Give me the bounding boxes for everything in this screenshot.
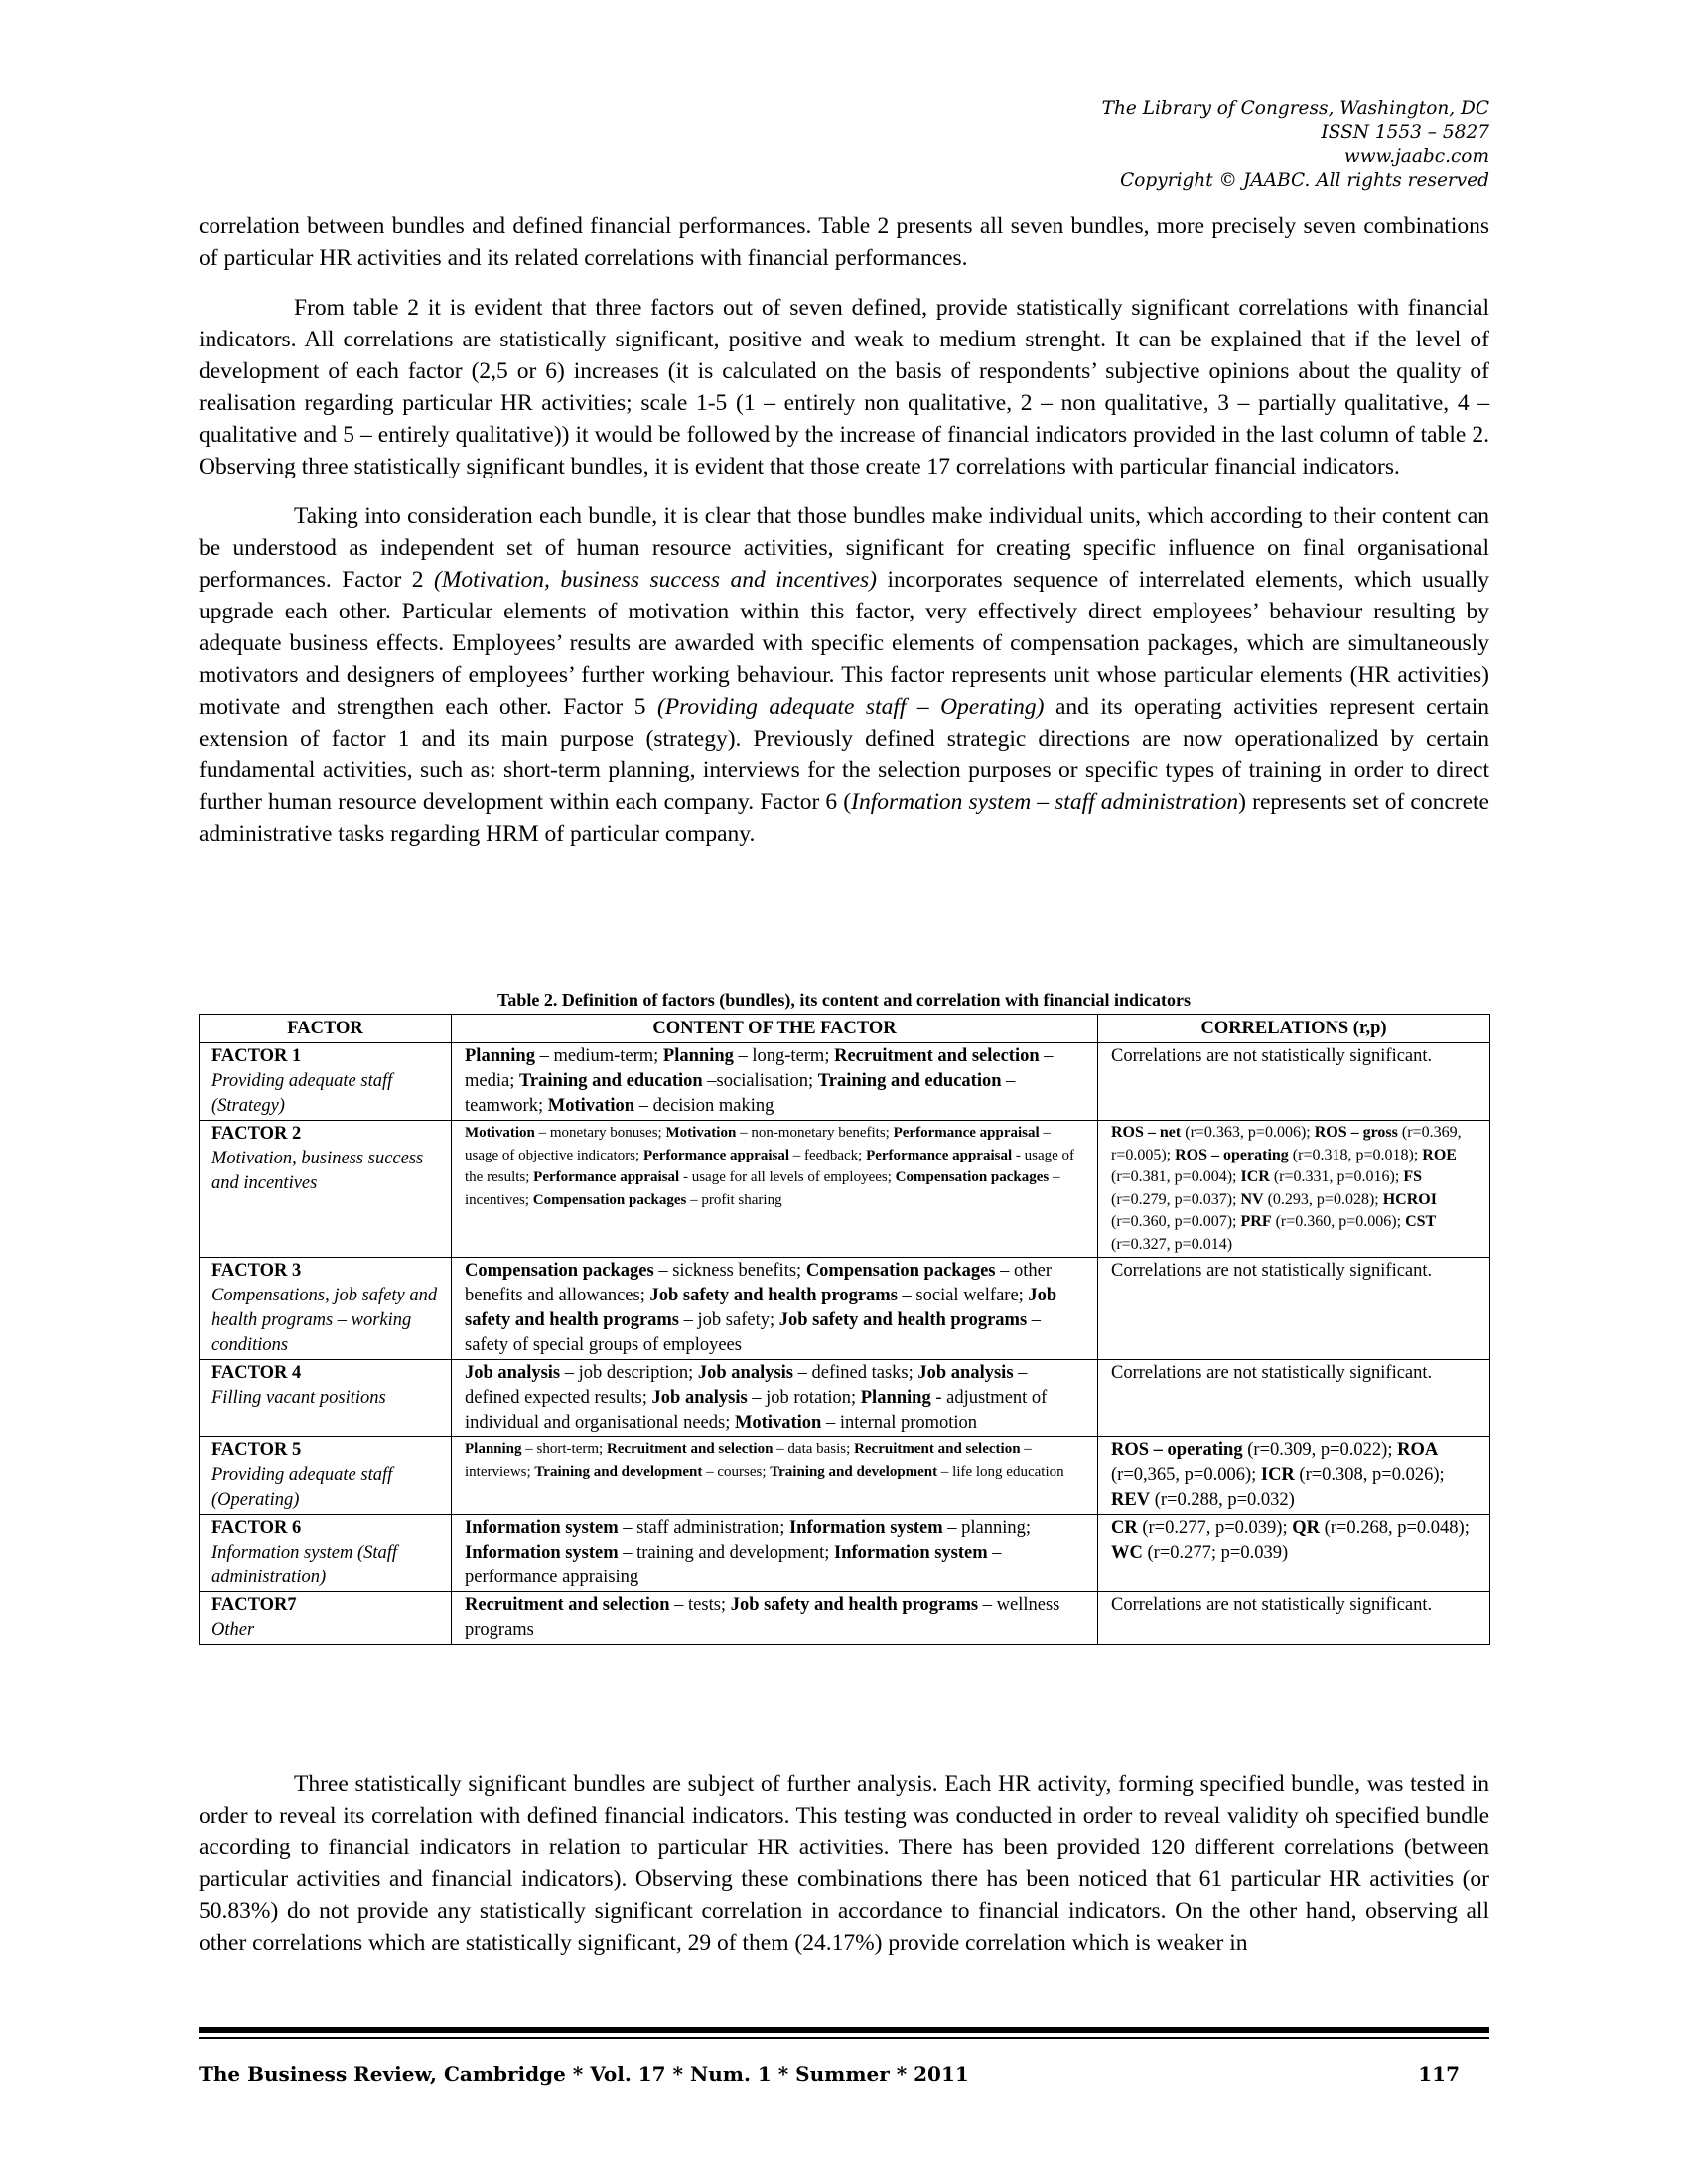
correlation-cell (1098, 1592, 1490, 1645)
term: Job analysis (465, 1363, 561, 1383)
term-detail: (r=0.318, p=0.018); (1288, 1146, 1423, 1163)
column-header: FACTOR (200, 1015, 452, 1043)
term-detail: (r=0.363, p=0.006); (1181, 1124, 1315, 1141)
factor-description: Compensations, job safety and health programs – working conditions (211, 1286, 438, 1355)
term-detail: – teamwork; (465, 1071, 1016, 1116)
term: Performance appraisal (642, 1147, 790, 1163)
term-detail: (0.293, p=0.028); (1263, 1190, 1383, 1208)
table-row (200, 1360, 1490, 1437)
term-detail: (r=0.360, p=0.006); (1271, 1213, 1406, 1230)
term-detail: – feedback; (789, 1147, 867, 1163)
text-run: and its operating activities represent certain extension of factor 1 and its main purpose (strategy). Previously defined strategic directions are now operationalized by certain fundamental activities, such as: short-term planning, interviews for the selection purposes or specific types of training in order to direct further human resource development within each company. Factor 6 ( (199, 694, 1489, 815)
factor-description: Information system (Staff administration) (211, 1543, 398, 1587)
content-cell (452, 1258, 1098, 1360)
table-caption: Table 2. Definition of factors (bundles), its content and correlation with financial indicators (496, 990, 1191, 1010)
text-run: ) represents set of concrete administrative tasks regarding HRM of particular company. (199, 789, 1489, 847)
term: WC (1111, 1543, 1143, 1563)
term: Information system (834, 1543, 988, 1563)
term-detail: Correlations are not statistically significant. (1111, 1363, 1433, 1383)
term-detail: (r=0.308, p=0.026); (1294, 1465, 1445, 1485)
term: NV (1240, 1190, 1264, 1208)
factor-cell (200, 1437, 452, 1515)
term: Motivation (465, 1125, 535, 1141)
term: Performance appraisal (533, 1169, 680, 1185)
term-detail: – media; (465, 1046, 1054, 1091)
term: Performance appraisal (893, 1125, 1040, 1141)
factor-description: Providing adequate staff (Operating) (211, 1465, 393, 1510)
page-number: 117 (1418, 2062, 1460, 2086)
term: ICR (1260, 1465, 1295, 1485)
term-detail: – safety of special groups of employees (465, 1310, 1042, 1355)
paragraph: correlation between bundles and defined financial performances. Table 2 presents all seven bundles, more precisely seven combinations of particular HR activities and its related correlations with financial performances. (199, 213, 1489, 271)
term-detail: (r=0.279, p=0.037); (1111, 1190, 1241, 1208)
factor-cell (200, 1258, 452, 1360)
factor-name: FACTOR 3 (211, 1261, 302, 1281)
term: Information system (465, 1518, 619, 1538)
paragraph (199, 500, 1489, 850)
term: Compensation packages (895, 1169, 1050, 1185)
header-line: www.jaabc.com (1343, 146, 1489, 167)
footer-rule (199, 2037, 1489, 2039)
term: HCROI (1382, 1190, 1437, 1208)
table-header-row (200, 1015, 1490, 1043)
term: Job analysis (651, 1388, 748, 1408)
term-detail: – planning; (942, 1518, 1032, 1538)
term-detail: – usage of objective indicators; (465, 1125, 1051, 1163)
factor-cell (200, 1043, 452, 1121)
term: ROS – net (1111, 1124, 1182, 1141)
term-detail: – non-monetary benefits; (736, 1125, 894, 1141)
term-detail: – long-term; (733, 1046, 835, 1066)
term: ICR (1240, 1168, 1270, 1185)
column-header: CORRELATIONS (r,p) (1098, 1015, 1490, 1043)
header-line: ISSN 1553 – 5827 (1321, 122, 1489, 143)
term-detail: (r=0.381, p=0.004); (1111, 1168, 1241, 1185)
factor-name: FACTOR 1 (211, 1046, 302, 1066)
term-detail: Correlations are not statistically significant. (1111, 1261, 1433, 1281)
journal-header (1102, 97, 1489, 193)
term-detail: – job description; (560, 1363, 698, 1383)
factor-cell (200, 1121, 452, 1258)
term-detail: –socialisation; (702, 1071, 818, 1091)
term: Planning (860, 1388, 931, 1408)
text-run: incorporates sequence of interrelated elements, which usually upgrade each other. Particular elements of motivation within this factor, very effectively direct employees’ behaviour resulting by adequate business effects. Employees’ results are awarded with specific elements of compensation packages, which are simultaneously motivators and designers of employees’ further working behaviour. This factor represents unit whose particular elements (HR activities) motivate and strengthen each other. Factor 5 (199, 567, 1489, 720)
correlation-cell (1098, 1360, 1490, 1437)
term: Training and education (817, 1071, 1002, 1091)
factor-cell (200, 1360, 452, 1437)
term: QR (1292, 1518, 1320, 1538)
term: ROA (1397, 1440, 1439, 1460)
factor-description: Other (211, 1620, 255, 1640)
column-header: CONTENT OF THE FACTOR (452, 1015, 1098, 1043)
term-detail: - usage of the results; (465, 1147, 1075, 1185)
term-detail: – short-term; (521, 1441, 607, 1457)
term: Job safety and health programs (465, 1286, 1057, 1330)
term: Job safety and health programs (778, 1310, 1028, 1330)
term-detail: – incentives; (465, 1169, 1060, 1208)
term: ROS – gross (1314, 1124, 1398, 1141)
footer-rule (199, 2027, 1489, 2033)
term: Training and development (534, 1463, 703, 1480)
table-row (200, 1437, 1490, 1515)
term: Job safety and health programs (649, 1286, 898, 1305)
term-detail: - usage for all levels of employees; (679, 1169, 896, 1185)
content-cell (452, 1515, 1098, 1592)
term-detail: – data basis; (773, 1441, 855, 1457)
term-detail: Correlations are not statistically significant. (1111, 1046, 1433, 1066)
term-detail: (r=0.309, p=0.022); (1242, 1440, 1398, 1460)
term: Recruitment and selection (606, 1441, 774, 1457)
correlation-cell (1098, 1121, 1490, 1258)
term: CST (1405, 1213, 1437, 1230)
factor-name: FACTOR 5 (211, 1440, 302, 1460)
term-detail: – interviews; (465, 1441, 1032, 1480)
table-body (200, 1043, 1490, 1645)
term: Job analysis (697, 1363, 794, 1383)
term-detail: – performance appraising (465, 1543, 1002, 1587)
body-text-bottom (199, 1768, 1489, 1959)
term: Job safety and health programs (730, 1595, 979, 1615)
term-detail: – job safety; (679, 1310, 779, 1330)
term-detail: – defined expected results; (465, 1363, 1028, 1408)
term-detail: – staff administration; (618, 1518, 789, 1538)
correlation-cell (1098, 1258, 1490, 1360)
text-run-italic: (Providing adequate staff – Operating) (656, 694, 1045, 720)
content-cell (452, 1121, 1098, 1258)
factor-name: FACTOR 2 (211, 1124, 302, 1144)
text-run-italic: Information system – staff administration (851, 789, 1239, 815)
term-detail: (r=0.360, p=0.007); (1111, 1213, 1241, 1230)
term: FS (1403, 1168, 1422, 1185)
term: CR (1111, 1518, 1138, 1538)
term-detail: (r=0.268, p=0.048); (1319, 1518, 1470, 1538)
term: Performance appraisal (866, 1147, 1013, 1163)
term-detail: – courses; (702, 1463, 771, 1480)
term: Job analysis (917, 1363, 1014, 1383)
table-row (200, 1258, 1490, 1360)
term-detail: – job rotation; (747, 1388, 861, 1408)
correlation-cell (1098, 1515, 1490, 1592)
term-detail: – internal promotion (821, 1413, 978, 1433)
term-detail: – defined tasks; (793, 1363, 918, 1383)
correlation-cell (1098, 1437, 1490, 1515)
term-detail: (r=0.327, p=0.014) (1111, 1235, 1233, 1253)
term: Compensation packages (532, 1191, 687, 1208)
term-detail: – wellness programs (465, 1595, 1060, 1640)
factors-table (199, 1014, 1490, 1645)
term-detail: – monetary bonuses; (534, 1125, 666, 1141)
term: Compensation packages (465, 1261, 654, 1281)
factor-description: Providing adequate staff (Strategy) (211, 1071, 393, 1116)
factor-cell (200, 1515, 452, 1592)
term: Compensation packages (805, 1261, 996, 1281)
term: ROS – operating (1111, 1440, 1243, 1460)
term: Motivation (665, 1125, 737, 1141)
table-row (200, 1121, 1490, 1258)
term-detail: (r=0.331, p=0.016); (1269, 1168, 1404, 1185)
term-detail: (r=0.369, r=0.005); (1111, 1124, 1462, 1163)
factor-name: FACTOR 6 (211, 1518, 302, 1538)
term-detail: – tests; (669, 1595, 731, 1615)
term: Recruitment and selection (834, 1046, 1040, 1066)
term: Motivation (734, 1413, 822, 1433)
term: Planning (662, 1046, 734, 1066)
term-detail: – medium-term; (534, 1046, 663, 1066)
factor-description: Filling vacant positions (211, 1388, 386, 1408)
term: Motivation (547, 1096, 635, 1116)
table-row (200, 1515, 1490, 1592)
term: Planning (465, 1441, 522, 1457)
journal-citation: The Business Review, Cambridge * Vol. 17 * Num. 1 * Summer * 2011 (199, 2062, 969, 2086)
table-row (200, 1043, 1490, 1121)
term-detail: (r=0.288, p=0.032) (1150, 1490, 1295, 1510)
factor-description: Motivation, business success and incentives (211, 1149, 424, 1193)
term: PRF (1240, 1213, 1272, 1230)
term: Recruitment and selection (854, 1441, 1021, 1457)
factor-name: FACTOR7 (211, 1595, 297, 1615)
text-run-italic: (Motivation, business success and incentives) (434, 567, 877, 593)
term-detail: - adjustment of individual and organisational needs; (465, 1388, 1048, 1433)
term-detail: – sickness benefits; (653, 1261, 806, 1281)
term-detail: – other benefits and allowances; (465, 1261, 1053, 1305)
term-detail: Correlations are not statistically significant. (1111, 1595, 1433, 1615)
content-cell (452, 1360, 1098, 1437)
term: Recruitment and selection (465, 1595, 670, 1615)
content-cell (452, 1043, 1098, 1121)
header-line: Copyright © JAABC. All rights reserved (1120, 170, 1489, 191)
header-line: The Library of Congress, Washington, DC (1101, 98, 1489, 119)
term-detail: – decision making (634, 1096, 774, 1116)
term: REV (1111, 1490, 1151, 1510)
term: ROS – operating (1175, 1146, 1289, 1163)
term-detail: (r=0,365, p=0.006); (1111, 1465, 1261, 1485)
paragraph: From table 2 it is evident that three factors out of seven defined, provide statistically significant correlations with financial indicators. All correlations are statistically significant, positive and weak to medium strenght. It can be explained that if the level of development of each factor (2,5 or 6) increases (it is calculated on the basis of respondents’ subjective opinions about the quality of realisation regarding particular HR activities; scale 1-5 (1 – entirely non qualitative, 2 – non qualitative, 3 – partially qualitative, 4 – qualitative and 5 – entirely qualitative)) it would be followed by the increase of financial indicators provided in the last column of table 2. Observing three statistically significant bundles, it is evident that those create 17 correlations with particular financial indicators. (199, 295, 1489, 479)
table-row (200, 1592, 1490, 1645)
content-cell (452, 1592, 1098, 1645)
paragraph: Three statistically significant bundles are subject of further analysis. Each HR activity, forming specified bundle, was tested in order to reveal its correlation with defined financial indicators. This testing was conducted in order to reveal validity oh specified bundle according to financial indicators in relation to particular HR activities. There has been provided 120 different correlations (between particular activities and financial indicators). Observing these combinations there has been noticed that 61 particular HR activities (or 50.83%) do not provide any statistically significant correlation in accordance to financial indicators. On the other hand, observing all other correlations which are statistically significant, 29 of them (24.17%) provide correlation which is weaker in (199, 1771, 1489, 1956)
term: Planning (465, 1046, 535, 1066)
factor-cell (200, 1592, 452, 1645)
term: Training and education (518, 1071, 703, 1091)
factor-name: FACTOR 4 (211, 1363, 302, 1383)
term: ROE (1422, 1146, 1457, 1163)
term: Information system (788, 1518, 943, 1538)
term-detail: – profit sharing (686, 1191, 782, 1208)
document-page (199, 0, 1489, 2184)
body-text-top (199, 210, 1489, 868)
term-detail: – training and development; (618, 1543, 834, 1563)
term: Information system (465, 1543, 619, 1563)
content-cell (452, 1437, 1098, 1515)
correlation-cell (1098, 1043, 1490, 1121)
term-detail: (r=0.277, p=0.039); (1137, 1518, 1293, 1538)
term-detail: – social welfare; (897, 1286, 1029, 1305)
term: Training and development (770, 1463, 938, 1480)
term-detail: – life long education (937, 1463, 1064, 1480)
term-detail: (r=0.277; p=0.039) (1142, 1543, 1289, 1563)
text-run: Taking into consideration each bundle, it is clear that those bundles make individual units, which according to their content can be understood as independent set of human resource activities, significant for creating specific influence on final organisational performances. Factor 2 (199, 503, 1489, 593)
